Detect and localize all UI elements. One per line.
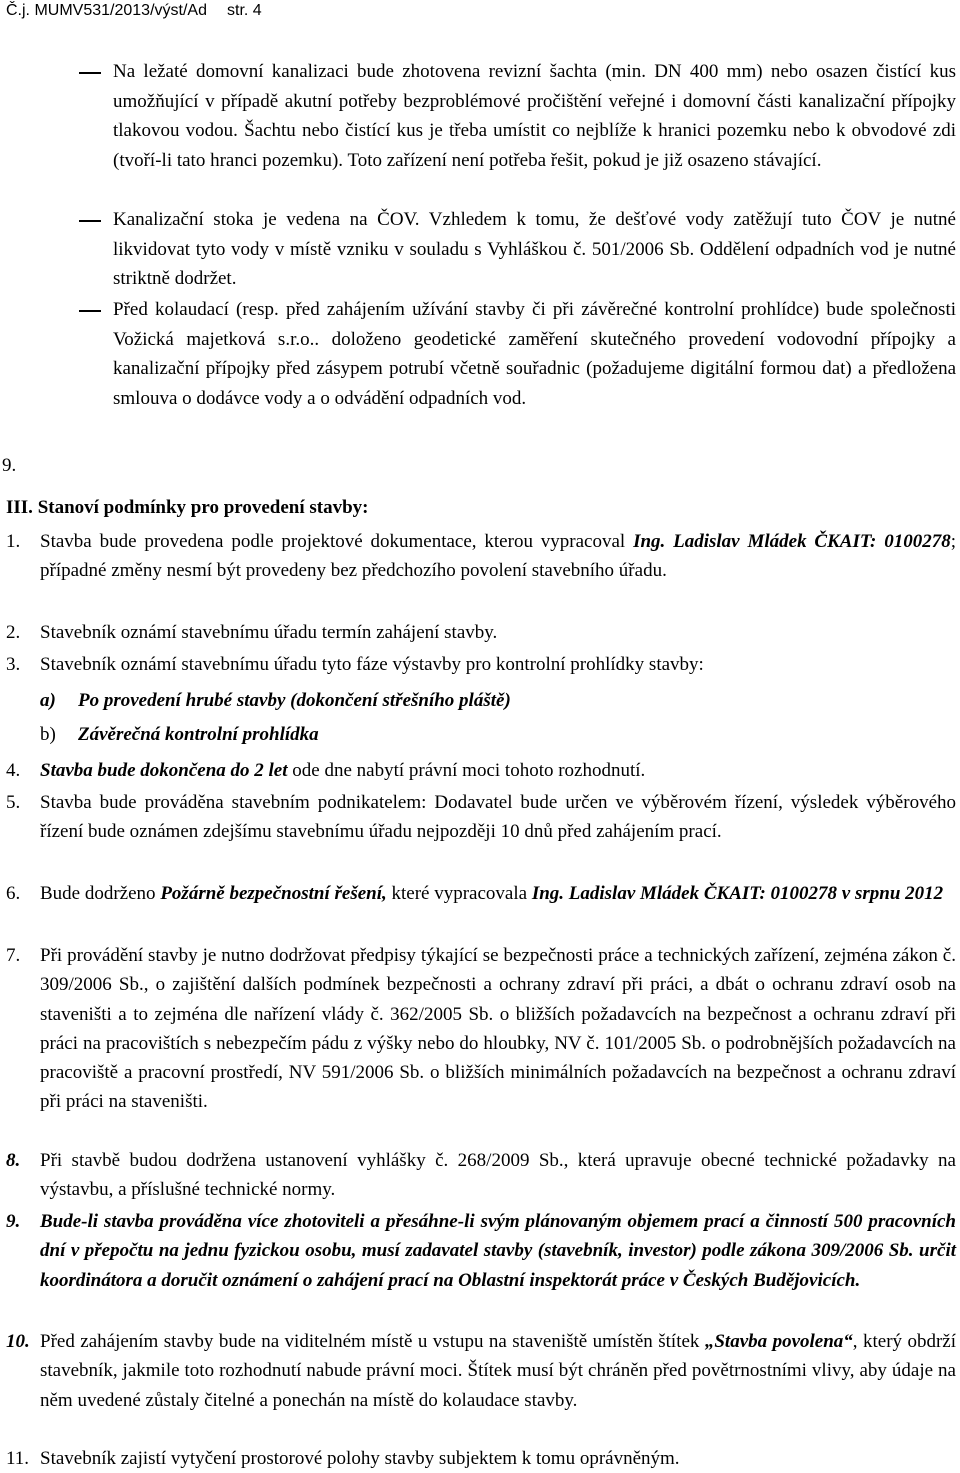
section-number: III. [6,497,33,518]
item-text: Stavba bude prováděna stavebním podnikatelem: Dodavatel bude určen ve výběrovém řízení, výsledek výběrového řízení bude oznámen zdejšímu stavebnímu úřadu nejpozději 10 dnů před zahájením prací. [40,792,956,843]
item-number: 1. [6,531,21,552]
condition-item [6,1207,956,1325]
sub-item [40,720,319,749]
reference-number: Č.j. MUMV531/2013/výst/Ad [6,2,207,19]
item-text: Stavebník oznámí stavebnímu úřadu termín zahájení stavby. [40,622,498,643]
sub-item-text: Po provedení hrubé stavby (dokončení střešního pláště) [78,690,511,711]
sub-item-text: Závěrečná kontrolní prohlídka [78,724,319,745]
section-heading [6,493,369,522]
item-number: 9. [6,1211,21,1232]
bullet-paragraph: Na ležaté domovní kanalizaci bude zhotovena revizní šachta (min. DN 400 mm) nebo osazen čistící kus umožňující v případě akutní potřeby bezproblémové pročištění veřejné i domovní části kanalizační přípojky tlakovou vodou. Šachtu nebo čistící kus je třeba umístit co nejblíže k hranici pozemku nebo k obvodové zdi (tvoří-li tato hranci pozemku). Toto zařízení není potřeba řešit, pokud je již osazeno stávající. [113,61,956,171]
item-number: 4. [6,760,21,781]
item-number: 10. [6,1331,30,1352]
item-text: Před zahájením stavby bude na viditelném místě u vstupu na staveniště umístěn štítek „Stavba povolena“, který obdrží stavebník, jakmile toto rozhodnutí nabude právní moci. Štítek musí být chráněn před povětrnostními vlivy, aby údaje na něm uvedené zůstaly čitelné a ponechán na místě do kolaudace stavby. [40,1331,957,1411]
item-number: 8. [6,1150,21,1171]
sub-item [40,686,511,715]
item-number: 7. [6,945,21,966]
item-number: 3. [6,654,21,675]
list-number: 9. [2,455,17,476]
condition-item [6,1327,956,1445]
item-text: Stavba bude provedena podle projektové dokumentace, kterou vypracoval Ing. Ladislav Mládek ČKAIT: 0100278; případné změny nesmí být provedeny bez předchozího povolení stavebního úřadu. [40,531,957,582]
condition-item [6,941,956,1146]
bullet-dash [79,72,101,74]
condition-item [6,527,956,617]
sub-item-label: a) [40,690,56,711]
condition-item [6,788,956,878]
item-text: Bude-li stavba prováděna více zhotoviteli a přesáhne-li svým plánovaným objemem prací a činností 500 pracovních dní v přepočtu na jednu fyzickou osobu, musí zadavatel stavby (stavebník, investor) podle zákona 309/2006 Sb. určit koordinátora a doručit oznámení o zahájení prací na Oblastní inspektorát práce v Českých Budějovicích. [40,1211,956,1291]
item-text: Stavebník oznámí stavebnímu úřadu tyto fáze výstavby pro kontrolní prohlídky stavby: [40,654,704,675]
item-text: Bude dodrženo Požárně bezpečnostní řešení, které vypracovala Ing. Ladislav Mládek ČKAIT: 0100278 v srpnu 2012 [40,883,944,904]
section-title: Stanoví podmínky pro provedení stavby: [37,497,369,518]
bullet-dash [79,220,101,222]
bullet-paragraph: Kanalizační stoka je vedena na ČOV. Vzhledem k tomu, že dešťové vody zatěžují tuto ČOV je nutné likvidovat tyto vody v místě vzniku v souladu s Vyhláškou č. 501/2006 Sb. Oddělení odpadních vod je nutné striktně dodržet. [113,209,956,289]
page-number: str. 4 [227,2,262,19]
item-number: 11. [6,1448,30,1469]
condition-item [6,650,956,680]
bullet-dash [79,310,101,312]
item-number: 5. [6,792,21,813]
item-number: 2. [6,622,21,643]
item-text: Stavebník zajistí vytyčení prostorové polohy stavby subjektem k tomu oprávněným. [40,1448,680,1469]
item-text: Při provádění stavby je nutno dodržovat předpisy týkající se bezpečnosti práce a technických zařízení, zejména zákon č. 309/2006 Sb., o zajištění dalších podmínek bezpečnosti a ochrany zdraví při práci, a dbát o ochranu zdraví osob na staveništi a to zejména dle nařízení vlády č. 362/2005 Sb. o bližších požadavcích na bezpečnost a ochranu zdraví při práci na pracovištích s nebezpečím pádu z výšky nebo do hloubky, NV č. 101/2005 Sb. o podrobnějších požadavcích na pracoviště a pracovní prostředí, NV 591/2006 Sb. o bližších minimálních požadavcích na bezpečnost a ochranu zdraví při práci na staveništi. [40,945,956,1113]
condition-item [6,879,956,939]
bullet-paragraph: Před kolaudací (resp. před zahájením užívání stavby či při závěrečné kontrolní prohlídce) bude společnosti Vožická majetková s.r.o.. doloženo geodetické zaměření skutečného provedení vodovodní přípojky a kanalizační přípojky před zásypem potrubí včetně souřadnic (požadujeme digitální formou dat) a předložena smlouva o dodávce vody a o odvádění odpadních vod. [113,299,956,409]
condition-item [6,756,956,786]
item-text: Při stavbě budou dodržena ustanovení vyhlášky č. 268/2009 Sb., která upravuje obecné technické požadavky na výstavbu, a příslušné technické normy. [40,1150,956,1201]
condition-item [6,1146,956,1206]
condition-item [6,618,956,648]
sub-item-label: b) [40,724,56,745]
item-text: Stavba bude dokončena do 2 let ode dne nabytí právní moci tohoto rozhodnutí. [40,760,646,781]
item-number: 6. [6,883,21,904]
condition-item [6,1444,956,1473]
